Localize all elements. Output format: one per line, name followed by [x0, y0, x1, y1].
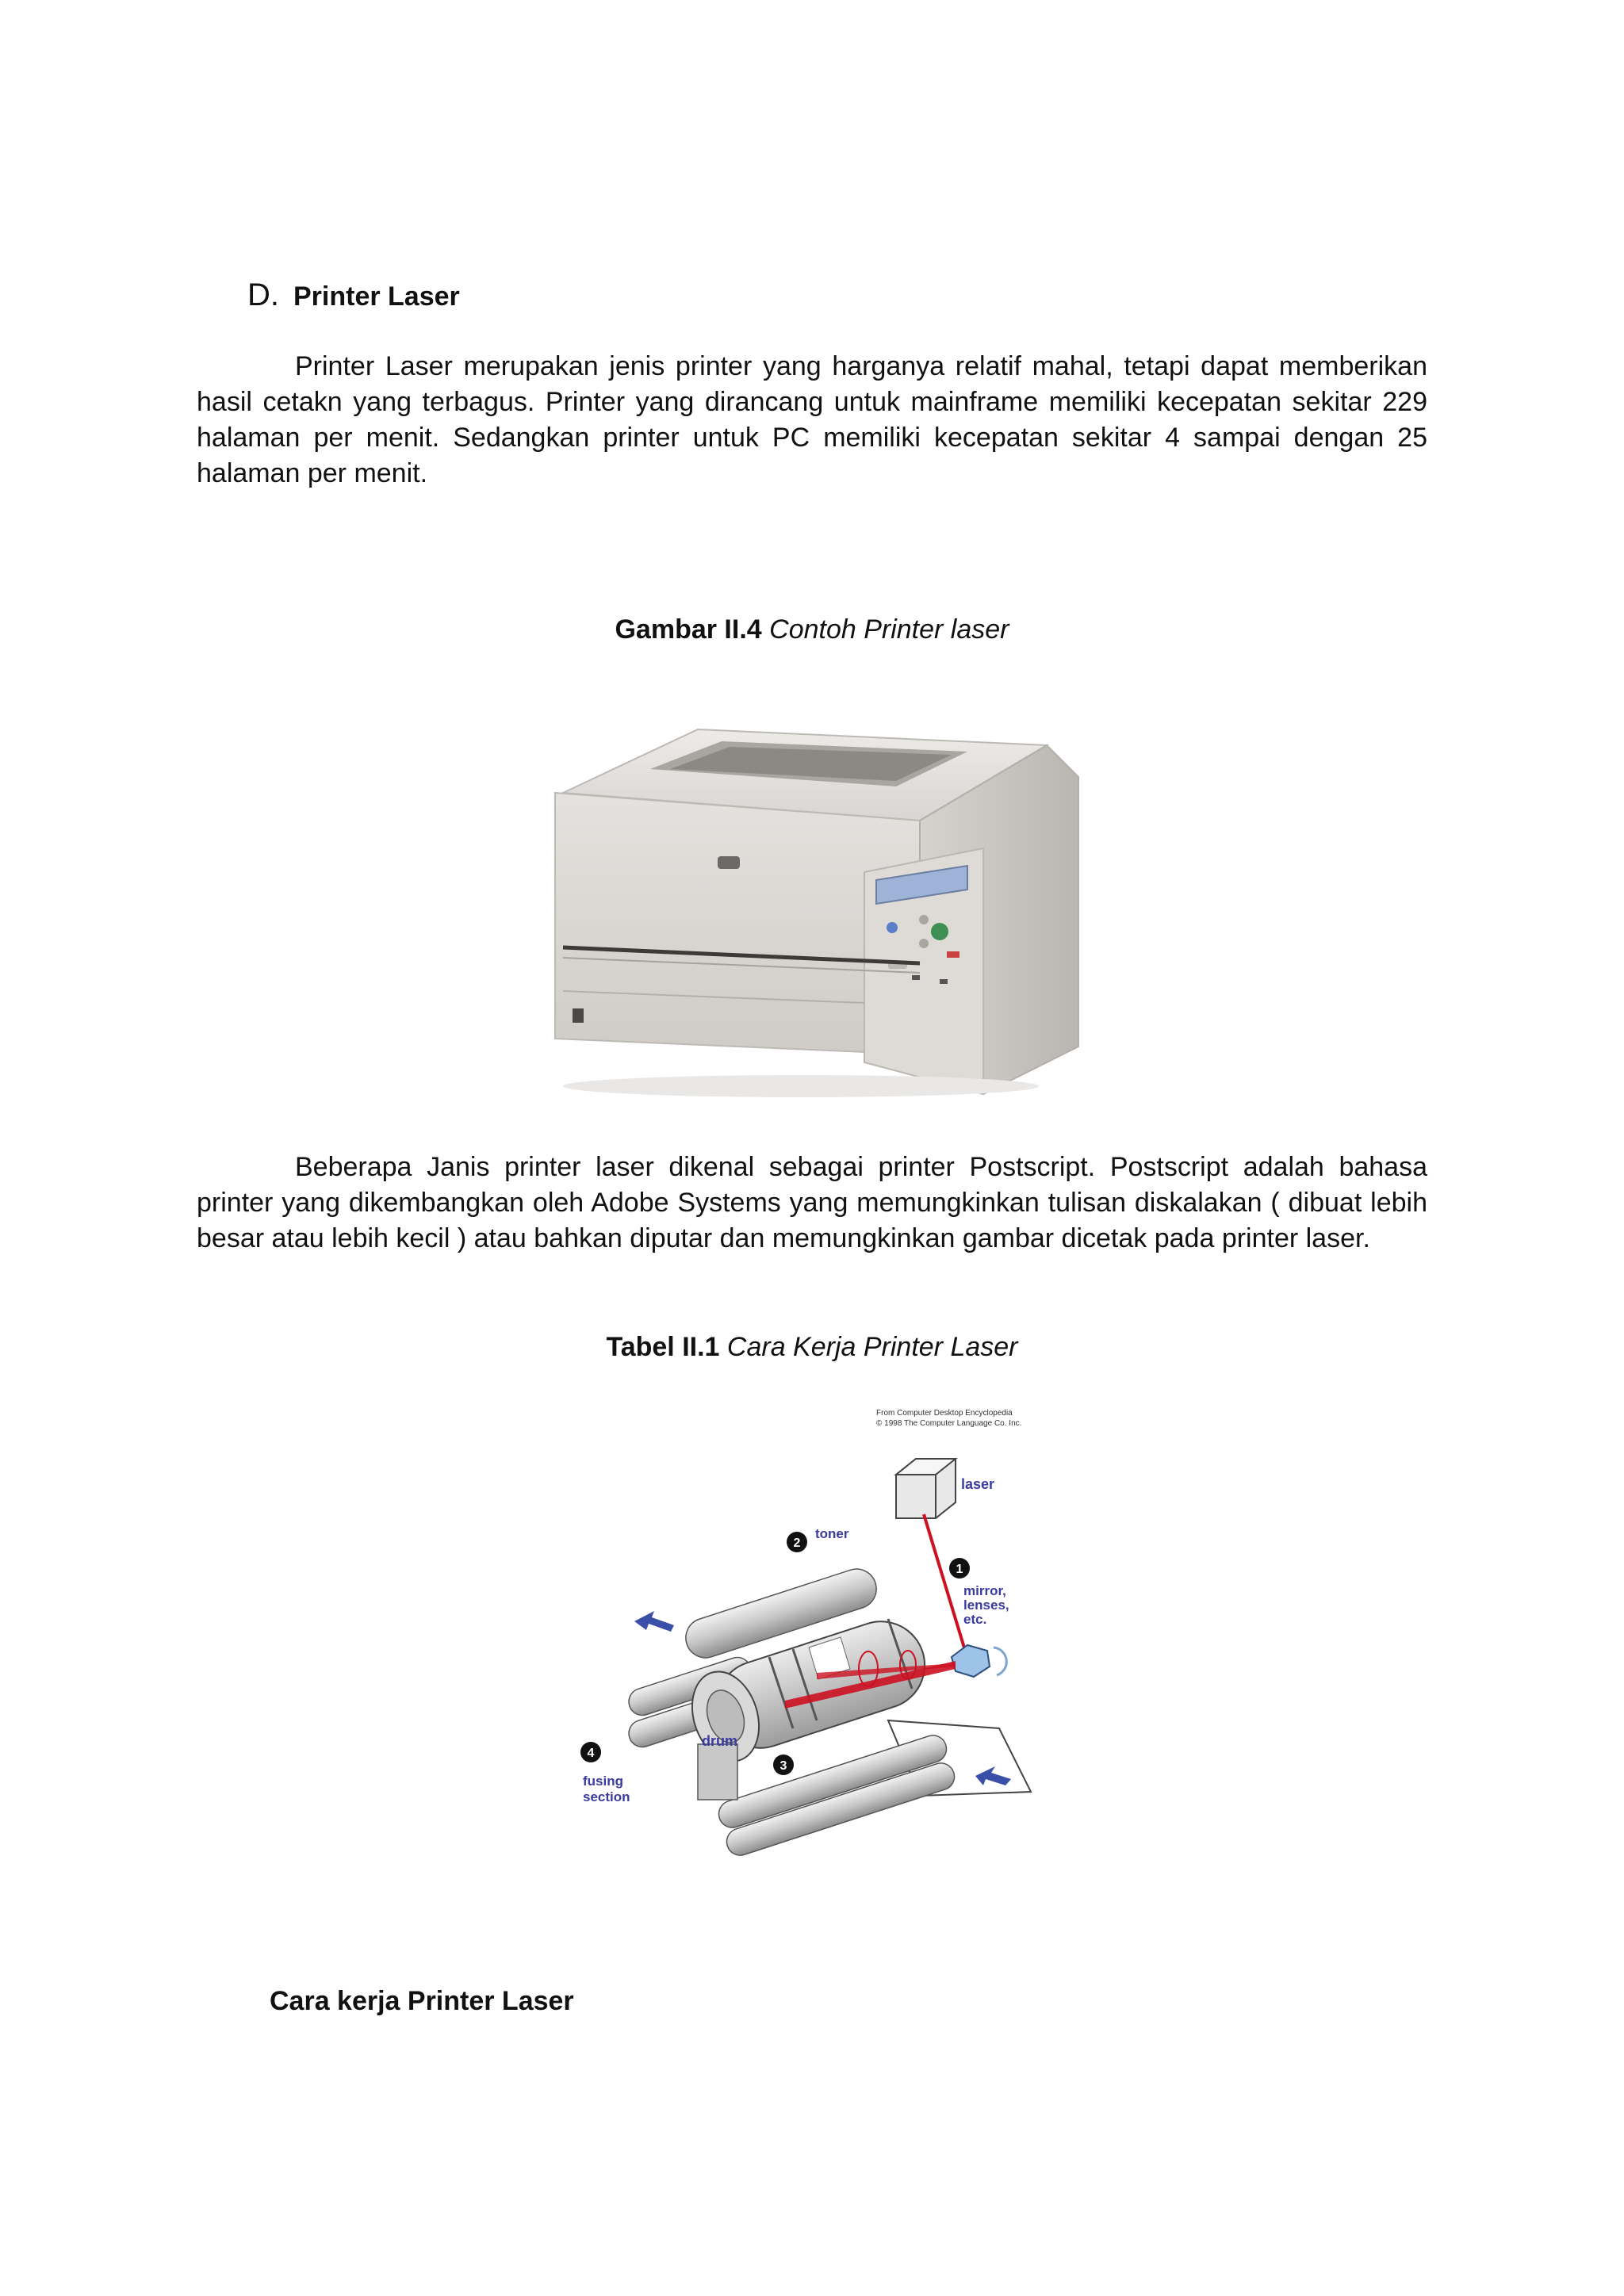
paragraph-postscript: Beberapa Janis printer laser dikenal sebagai printer Postscript. Postscript adalah bahasa printer yang dikembangkan oleh Adobe Systems yang memungkinkan tulisan diskalakan ( dibuat lebih besar atau lebih kecil ) atau bahkan diputar dan memungkinkan gambar dicetak pada printer laser.: [197, 1152, 1427, 1253]
table-label: Tabel II.1: [606, 1332, 720, 1362]
figure-caption-text: Contoh Printer laser: [769, 614, 1009, 645]
label-mirror-3: etc.: [963, 1612, 987, 1627]
figure-caption: [0, 614, 1624, 645]
credit-line-1: From Computer Desktop Encyclopedia: [876, 1409, 1013, 1418]
paper-out-arrow: [634, 1611, 674, 1632]
printer-illustration: [539, 714, 1094, 1110]
laser-diagram-svg: [555, 1395, 1078, 1887]
table-caption-text: Cara Kerja Printer Laser: [726, 1332, 1018, 1362]
section-heading: [247, 277, 460, 313]
section-letter: D.: [247, 277, 279, 312]
table-caption: [0, 1332, 1624, 1363]
section-title: Printer Laser: [293, 281, 460, 312]
laser-diagram: [555, 1395, 1078, 1887]
label-drum: drum: [702, 1733, 737, 1749]
figure-label: Gambar II.4: [615, 614, 762, 645]
label-mirror-1: mirror,: [963, 1583, 1006, 1598]
label-fusing-2: section: [583, 1789, 630, 1804]
laser-beam: [924, 1514, 966, 1653]
diagram-footer-label: Cara kerja Printer Laser: [270, 1986, 574, 2016]
printer-photo: [539, 714, 1094, 1110]
step-4-number: 4: [587, 1747, 595, 1760]
paragraph-intro: Printer Laser merupakan jenis printer yang harganya relatif mahal, tetapi dapat memberikan hasil cetakn yang terbagus. Printer yang dirancang untuk mainframe memiliki kecepatan sekitar 229 halaman per menit. Sedangkan printer untuk PC memiliki kecepatan sekitar 4 sampai dengan 25 halaman per menit.: [197, 351, 1427, 488]
label-toner: toner: [815, 1526, 849, 1541]
mirror-icon: [952, 1645, 990, 1677]
label-fusing-1: fusing: [583, 1774, 623, 1789]
label-mirror-2: lenses,: [963, 1598, 1009, 1613]
label-laser: laser: [961, 1476, 995, 1492]
step-3-number: 3: [779, 1759, 787, 1773]
step-1-number: 1: [956, 1563, 963, 1576]
credit-line-2: © 1998 The Computer Language Co. Inc.: [876, 1419, 1022, 1428]
step-2-number: 2: [793, 1536, 801, 1550]
